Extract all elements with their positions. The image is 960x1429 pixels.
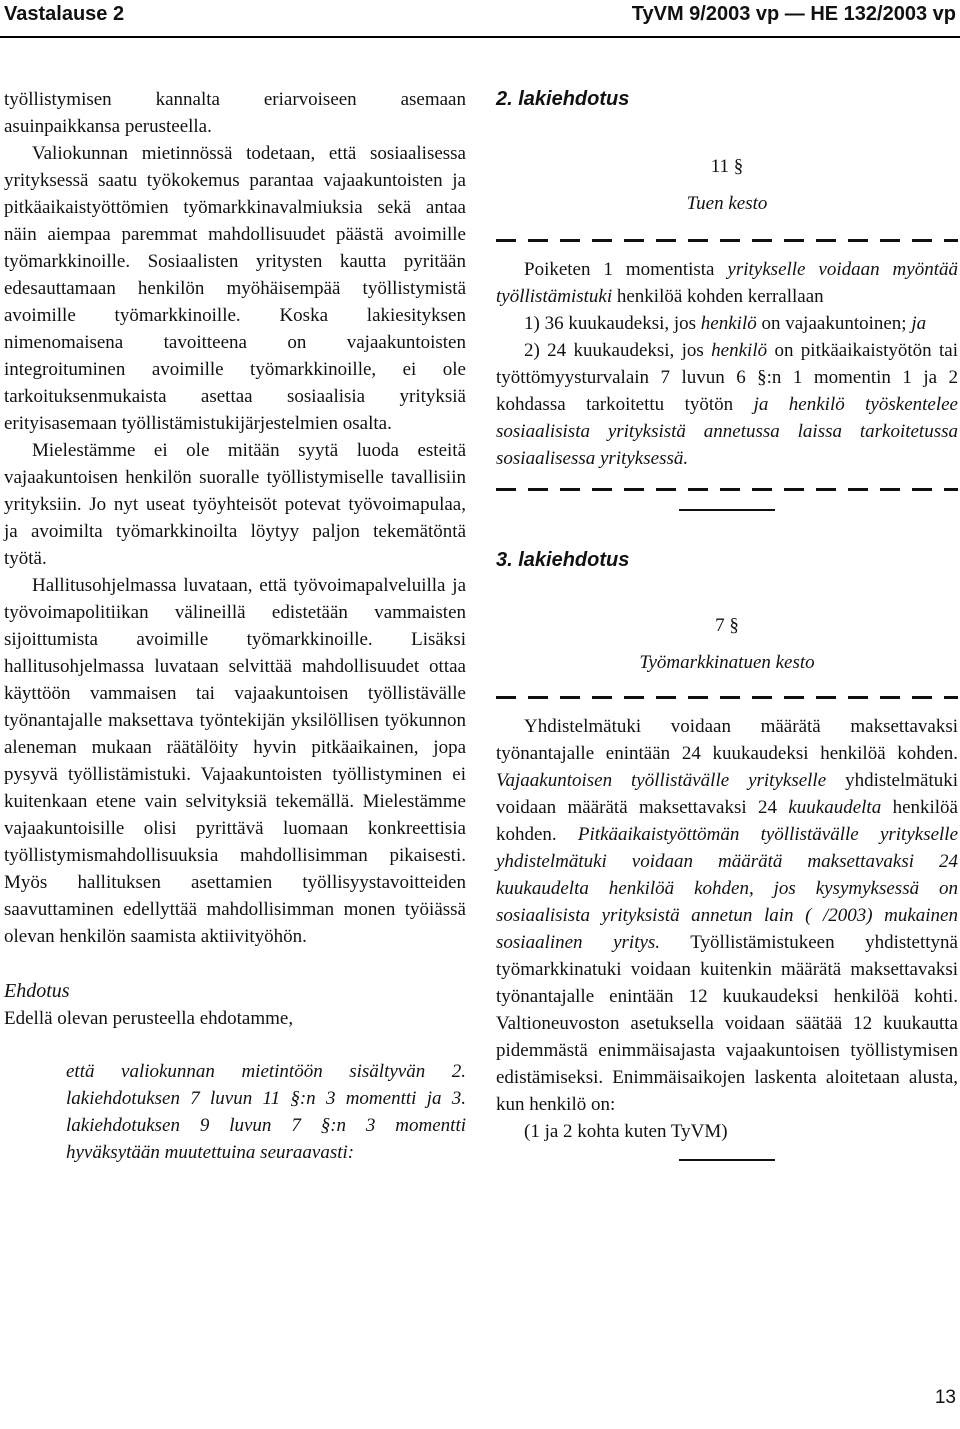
right-column: [496, 86, 958, 1161]
section-title: Työmarkkinatuen kesto: [639, 652, 815, 673]
paragraph: Edellä olevan perusteella ehdotamme,: [4, 1008, 294, 1029]
paragraph: Poiketen 1 momentista yritykselle voidaan myöntää työllistämistuki henkilöä kohden kerrallaan: [496, 259, 958, 307]
list-item: 1) 36 kuukaudeksi, jos henkilö on vajaakuntoinen; ja: [524, 313, 927, 334]
header-rule: [0, 36, 960, 38]
paragraph: työllistymisen kannalta eriarvoiseen asemaan asuinpaikkansa perusteella.: [4, 89, 466, 137]
list-item: 2) 24 kuukaudeksi, jos henkilö on pitkäaikaistyötön tai työttömyysturvalain 7 luvun 6 §:n 1 momentin 1 ja 2 kohdassa tarkoitettu työtön ja henkilö työskentelee sosiaalisista yrityksistä annetussa laissa tarkoitetussa sosiaalisessa yrityksessä.: [496, 340, 958, 469]
end-rule: [679, 1159, 775, 1161]
page-number: 13: [934, 1387, 956, 1408]
section-title: Tuen kesto: [686, 193, 768, 214]
paragraph: Mielestämme ei ole mitään syytä luoda esteitä vajaakuntoisen henkilön suoralle työllistymiselle tavallisiin yrityksiin. Jo nyt useat työyhteisöt potevat työvoimapulaa, ja avoimilta työmarkkinoilta löytyy paljon tekemätöntä työtä.: [4, 440, 466, 569]
law-heading-2: 2. lakiehdotus: [496, 88, 630, 110]
paragraph: Hallitusohjelmassa luvataan, että työvoimapalveluilla ja työvoimapolitiikan välineillä edistetään vammaisten sijoittumista avoimille työmarkkinoille. Lisäksi hallitusohjelmassa luvataan selvittää mahdollisuudet ottaa käyttöön vammaisen tai vajaakuntoisen työllistävälle työnantajalle maksettava työntekijän yksilöllisen työkunnon aleneman mukaan räätälöity hyvin pitkäaikainen, jopa pysyvä työllistämistuki. Vajaakuntoisten työllistyminen ei kuitenkaan etene vain selvityksiä tekemällä. Mielestämme vajaakuntoisille olisi pyrittävä luomaan konkreettisia työllistymismahdollisuuksia mahdollisimman pikaisesti. Myös hallituksen asettamien työllisyystavoitteiden saavuttaminen edellyttää mahdollisimman monen työiässä olevan henkilön saamista aktiivityöhön.: [4, 575, 466, 947]
paragraph: Valiokunnan mietinnössä todetaan, että sosiaalisessa yrityksessä saatu työkokemus parantaa vajaakuntoisten ja pitkäaikaistyöttömien työmarkkinavalmiuksia sekä antaa näin aiempaa paremmat mahdollisuudet päästä avoimille työmarkkinoille. Sosiaalisten yritysten kautta pyritään edesauttamaan henkilön myöhäisempää työllistymistä avoimille työmarkkinoille. Koska lakiesityksen nimenomaisena tavoitteena on vajaakuntoisten integroituminen avoimille työmarkkinoille, ei ole tarkoituksenmukaista asettaa sosiaalisia yrityksiä erityisasemaan työllistämistukijärjestelmien osalta.: [4, 143, 466, 434]
left-column: [4, 86, 466, 1166]
proposal-quote: että valiokunnan mietintöön sisältyvän 2. lakiehdotuksen 7 luvun 11 §:n 3 momentti ja 3. lakiehdotuksen 9 luvun 7 §:n 3 momentti hyväksytään muutettuina seuraavasti:: [66, 1061, 466, 1163]
section-heading: Ehdotus: [4, 980, 70, 1002]
section-number: 7 §: [715, 615, 739, 636]
paragraph: Yhdistelmätuki voidaan määrätä maksettavaksi työnantajalle enintään 24 kuukaudeksi henkilöä kohden. Vajaakuntoisen työllistävälle yritykselle yhdistelmätuki voidaan määrätä maksettavaksi 24 kuukaudelta henkilöä kohden. Pitkäaikaistyöttömän työllistävälle yritykselle yhdistelmätuki voidaan määrätä maksettavaksi 24 kuukaudelta henkilöä kohden, jos kysymyksessä on sosiaalisista yrityksistä annetun lain ( /2003) mukainen sosiaalinen yritys. Työllistämistukeen yhdistettynä työmarkkinatuki voidaan kuitenkin määrätä maksettavaksi työnantajalle enintään 12 kuukaudeksi henkilöä kohti. Valtioneuvoston asetuksella voidaan säätää 12 kuukautta pidemmästä enimmäisajasta vajaakuntoisen työllistymisen edistämiseksi. Enimmäisaikojen laskenta aloitetaan alusta, kun henkilö on:: [496, 716, 959, 1115]
header-left: Vastalause 2: [4, 3, 125, 25]
law-heading-3: 3. lakiehdotus: [496, 549, 630, 571]
page-header: [0, 0, 960, 40]
header-right: TyVM 9/2003 vp — HE 132/2003 vp: [631, 3, 956, 25]
section-number: 11 §: [710, 156, 744, 177]
note: (1 ja 2 kohta kuten TyVM): [524, 1121, 728, 1142]
